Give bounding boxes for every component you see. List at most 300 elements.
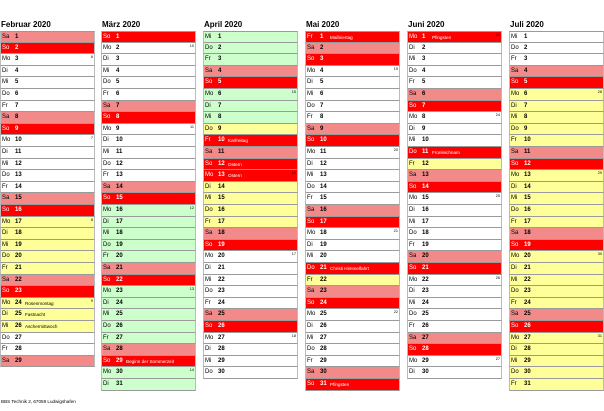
- day-cell[interactable]: [305, 43, 400, 55]
- day-cell[interactable]: [203, 321, 298, 333]
- day-number: 8: [15, 114, 19, 121]
- day-number: 4: [422, 67, 426, 74]
- day-cell[interactable]: [407, 263, 502, 275]
- day-cell[interactable]: [0, 286, 95, 298]
- day-cell[interactable]: [101, 309, 196, 321]
- day-cell[interactable]: [0, 275, 95, 287]
- weekday-label: So: [511, 323, 519, 329]
- week-number: 28: [597, 90, 602, 94]
- day-cell[interactable]: [203, 77, 298, 89]
- day-cell[interactable]: [203, 309, 298, 321]
- day-cell[interactable]: [0, 356, 95, 368]
- weekday-label: Sa: [2, 276, 10, 283]
- day-cell[interactable]: [0, 344, 95, 356]
- day-cell[interactable]: [101, 124, 196, 136]
- holiday-note: Ostern: [228, 173, 242, 179]
- day-cell[interactable]: [509, 367, 604, 379]
- day-number: 11: [524, 149, 531, 155]
- day-number: 8: [422, 114, 426, 121]
- day-cell[interactable]: [0, 170, 95, 182]
- day-number: 28: [116, 346, 123, 353]
- day-number: 15: [320, 195, 327, 202]
- day-cell[interactable]: [305, 31, 400, 43]
- day-cell[interactable]: [407, 124, 502, 136]
- day-number: 20: [116, 253, 123, 260]
- day-cell[interactable]: [305, 367, 400, 379]
- day-cell[interactable]: [305, 147, 400, 159]
- day-cell[interactable]: [407, 193, 502, 205]
- day-number: 31: [524, 381, 531, 387]
- weekday-label: Mi: [205, 276, 212, 283]
- day-number: 19: [320, 241, 327, 248]
- day-cell[interactable]: [509, 112, 604, 124]
- day-cell[interactable]: [203, 275, 298, 287]
- day-number: 5: [320, 79, 324, 86]
- day-cell[interactable]: [407, 309, 502, 321]
- day-cell[interactable]: [407, 298, 502, 310]
- day-cell[interactable]: [101, 228, 196, 240]
- day-cell[interactable]: [407, 170, 502, 182]
- day-cell[interactable]: [509, 182, 604, 194]
- day-cell[interactable]: [0, 298, 95, 310]
- weekday-label: Di: [409, 125, 415, 132]
- day-cell[interactable]: [509, 333, 604, 345]
- day-cell[interactable]: [101, 321, 196, 333]
- day-cell[interactable]: [407, 54, 502, 66]
- day-number: 9: [116, 125, 120, 132]
- day-cell[interactable]: [509, 193, 604, 205]
- weekday-label: Fr: [2, 265, 8, 271]
- day-cell[interactable]: [0, 159, 95, 171]
- day-number: 20: [218, 253, 225, 260]
- weekday-label: Di: [511, 183, 517, 190]
- weekday-label: Sa: [511, 67, 519, 74]
- day-cell[interactable]: [305, 205, 400, 217]
- day-number: 19: [218, 241, 225, 248]
- weekday-label: Mo: [307, 67, 316, 74]
- day-cell[interactable]: [203, 31, 298, 43]
- day-cell[interactable]: [101, 333, 196, 345]
- day-cell[interactable]: [509, 170, 604, 182]
- weekday-label: Mo: [409, 357, 418, 364]
- day-number: 4: [524, 67, 528, 74]
- day-cell[interactable]: [203, 66, 298, 78]
- day-cell[interactable]: [509, 309, 604, 321]
- weekday-label: Mo: [409, 195, 418, 202]
- day-cell[interactable]: [407, 112, 502, 124]
- day-number: 4: [15, 67, 19, 74]
- day-number: 3: [218, 56, 222, 63]
- day-number: 17: [218, 218, 225, 225]
- day-cell[interactable]: [407, 89, 502, 101]
- day-cell[interactable]: [305, 298, 400, 310]
- day-number: 7: [524, 102, 528, 109]
- day-cell[interactable]: [407, 344, 502, 356]
- day-cell[interactable]: [509, 321, 604, 333]
- day-number: 4: [116, 67, 120, 74]
- weekday-label: Fr: [103, 253, 109, 260]
- day-cell[interactable]: [203, 124, 298, 136]
- weekday-label: Fr: [2, 183, 8, 190]
- day-cell[interactable]: [203, 170, 298, 182]
- day-number: 18: [524, 230, 531, 237]
- day-cell[interactable]: [305, 182, 400, 194]
- day-cell[interactable]: [0, 112, 95, 124]
- day-number: 28: [320, 346, 327, 353]
- day-cell[interactable]: [509, 101, 604, 113]
- day-cell[interactable]: [0, 147, 95, 159]
- day-cell[interactable]: [101, 77, 196, 89]
- day-cell[interactable]: [509, 298, 604, 310]
- weekday-label: Mo: [205, 334, 214, 341]
- day-cell[interactable]: [101, 135, 196, 147]
- day-cell[interactable]: [509, 43, 604, 55]
- weekday-label: So: [2, 125, 10, 132]
- week-number: 26: [495, 275, 500, 280]
- day-cell[interactable]: [203, 298, 298, 310]
- weekday-label: Mo: [511, 334, 520, 341]
- day-number: 12: [524, 160, 531, 167]
- day-number: 8: [116, 114, 120, 121]
- day-cell[interactable]: [101, 344, 196, 356]
- day-cell[interactable]: [305, 309, 400, 321]
- day-cell[interactable]: [101, 193, 196, 205]
- day-number: 31: [320, 381, 327, 387]
- day-cell[interactable]: [305, 159, 400, 171]
- day-cell[interactable]: [509, 77, 604, 89]
- day-number: 20: [422, 253, 429, 260]
- day-number: 23: [218, 288, 225, 295]
- day-cell[interactable]: [305, 321, 400, 333]
- day-number: 26: [218, 323, 225, 329]
- day-cell[interactable]: [305, 379, 400, 391]
- day-cell[interactable]: [203, 286, 298, 298]
- day-cell[interactable]: [407, 251, 502, 263]
- day-number: 6: [116, 91, 120, 97]
- day-cell[interactable]: [305, 135, 400, 147]
- day-number: 28: [15, 346, 22, 353]
- day-cell[interactable]: [407, 228, 502, 240]
- day-number: 29: [15, 357, 22, 364]
- day-cell[interactable]: [407, 159, 502, 171]
- day-cell[interactable]: [203, 228, 298, 240]
- day-cell[interactable]: [0, 193, 95, 205]
- day-cell[interactable]: [203, 101, 298, 113]
- day-cell[interactable]: [101, 298, 196, 310]
- day-cell[interactable]: [203, 344, 298, 356]
- weekday-label: Fr: [511, 381, 517, 387]
- day-cell[interactable]: [509, 66, 604, 78]
- weekday-label: Mo: [205, 91, 214, 97]
- day-cell[interactable]: [101, 66, 196, 78]
- day-cell[interactable]: [509, 31, 604, 43]
- day-cell[interactable]: [101, 43, 196, 55]
- day-cell[interactable]: [101, 275, 196, 287]
- day-cell[interactable]: [509, 124, 604, 136]
- day-cell[interactable]: [407, 31, 502, 43]
- day-number: 23: [524, 288, 531, 295]
- day-number: 8: [320, 114, 324, 121]
- day-cell[interactable]: [305, 251, 400, 263]
- day-cell[interactable]: [203, 159, 298, 171]
- day-cell[interactable]: [101, 101, 196, 113]
- day-number: 23: [422, 288, 429, 295]
- weekday-label: Sa: [409, 334, 417, 341]
- weekday-label: Di: [307, 323, 313, 329]
- day-cell[interactable]: [305, 263, 400, 275]
- day-cell[interactable]: [305, 240, 400, 252]
- day-cell[interactable]: [0, 124, 95, 136]
- day-cell[interactable]: [305, 333, 400, 345]
- day-cell[interactable]: [101, 367, 196, 379]
- day-cell[interactable]: [407, 182, 502, 194]
- day-cell[interactable]: [101, 356, 196, 368]
- weekday-label: Do: [511, 44, 519, 51]
- day-cell[interactable]: [407, 205, 502, 217]
- weekday-label: Fr: [205, 218, 211, 225]
- day-number: 29: [218, 357, 225, 364]
- day-cell[interactable]: [305, 124, 400, 136]
- day-cell[interactable]: [305, 275, 400, 287]
- day-cell[interactable]: [305, 228, 400, 240]
- day-cell[interactable]: [407, 356, 502, 368]
- day-cell[interactable]: [509, 217, 604, 229]
- day-cell[interactable]: [509, 89, 604, 101]
- day-cell[interactable]: [509, 251, 604, 263]
- day-cell[interactable]: [305, 54, 400, 66]
- day-cell[interactable]: [509, 54, 604, 66]
- day-cell[interactable]: [305, 217, 400, 229]
- day-cell[interactable]: [407, 66, 502, 78]
- day-number: 15: [15, 195, 22, 202]
- day-number: 25: [320, 311, 327, 318]
- day-number: 23: [116, 288, 123, 295]
- day-cell[interactable]: [203, 217, 298, 229]
- day-cell[interactable]: [509, 344, 604, 356]
- day-cell[interactable]: [101, 31, 196, 43]
- day-number: 30: [524, 369, 531, 376]
- week-number: 6: [90, 55, 93, 60]
- weekday-label: Mi: [409, 299, 416, 306]
- day-number: 16: [320, 207, 327, 213]
- day-cell[interactable]: [203, 89, 298, 101]
- weekday-label: Di: [307, 241, 313, 248]
- weekday-label: Sa: [511, 230, 519, 237]
- weekday-label: So: [409, 183, 417, 190]
- day-cell[interactable]: [407, 135, 502, 147]
- day-cell[interactable]: [0, 43, 95, 55]
- day-cell[interactable]: [0, 89, 95, 101]
- day-cell[interactable]: [0, 228, 95, 240]
- day-cell[interactable]: [0, 263, 95, 275]
- weekday-label: Sa: [511, 311, 519, 318]
- day-cell[interactable]: [509, 135, 604, 147]
- day-cell[interactable]: [0, 309, 95, 321]
- day-cell[interactable]: [509, 263, 604, 275]
- day-cell[interactable]: [509, 147, 604, 159]
- day-cell[interactable]: [305, 344, 400, 356]
- day-cell[interactable]: [0, 54, 95, 66]
- day-cell[interactable]: [0, 182, 95, 194]
- weekday-label: Mi: [103, 67, 110, 74]
- day-cell[interactable]: [0, 31, 95, 43]
- day-cell[interactable]: [509, 286, 604, 298]
- footer-address: BBS Technik 2, 67059 Ludwigshafen: [1, 399, 76, 404]
- week-number: 9: [90, 298, 93, 303]
- day-cell[interactable]: [407, 286, 502, 298]
- day-cell[interactable]: [101, 263, 196, 275]
- weekday-label: Mo: [307, 149, 316, 155]
- day-number: 18: [116, 230, 123, 237]
- day-cell[interactable]: [305, 193, 400, 205]
- day-cell[interactable]: [101, 89, 196, 101]
- day-cell[interactable]: [509, 228, 604, 240]
- weekday-label: Di: [307, 160, 313, 167]
- day-cell[interactable]: [305, 89, 400, 101]
- day-cell[interactable]: [203, 135, 298, 147]
- day-number: 24: [116, 299, 123, 306]
- weekday-label: Mi: [511, 276, 518, 283]
- day-cell[interactable]: [101, 379, 196, 391]
- week-number: 11: [190, 124, 194, 129]
- day-number: 26: [320, 323, 327, 329]
- day-cell[interactable]: [101, 159, 196, 171]
- day-cell[interactable]: [0, 101, 95, 113]
- day-cell[interactable]: [101, 147, 196, 159]
- day-number: 18: [218, 230, 225, 237]
- day-cell[interactable]: [407, 43, 502, 55]
- day-cell[interactable]: [509, 205, 604, 217]
- day-cell[interactable]: [203, 333, 298, 345]
- day-cell[interactable]: [509, 240, 604, 252]
- day-cell[interactable]: [305, 101, 400, 113]
- day-number: 27: [15, 334, 22, 341]
- day-cell[interactable]: [305, 356, 400, 368]
- day-cell[interactable]: [305, 66, 400, 78]
- weekday-label: So: [307, 299, 315, 306]
- day-cell[interactable]: [101, 170, 196, 182]
- month-title: April 2020: [204, 20, 243, 29]
- day-number: 29: [524, 357, 531, 364]
- day-cell[interactable]: [407, 240, 502, 252]
- day-cell[interactable]: [203, 356, 298, 368]
- day-cell[interactable]: [509, 159, 604, 171]
- day-cell[interactable]: [203, 367, 298, 379]
- day-cell[interactable]: [203, 182, 298, 194]
- day-cell[interactable]: [305, 170, 400, 182]
- day-cell[interactable]: [203, 54, 298, 66]
- day-cell[interactable]: [101, 205, 196, 217]
- day-cell[interactable]: [305, 77, 400, 89]
- day-cell[interactable]: [407, 217, 502, 229]
- day-number: 12: [218, 160, 225, 167]
- day-cell[interactable]: [407, 367, 502, 379]
- day-cell[interactable]: [101, 240, 196, 252]
- day-number: 7: [320, 102, 324, 109]
- weekday-label: Do: [2, 91, 10, 97]
- day-cell[interactable]: [0, 251, 95, 263]
- weekday-label: Do: [205, 125, 213, 132]
- weekday-label: Di: [103, 56, 109, 63]
- day-number: 5: [524, 79, 528, 86]
- day-number: 18: [320, 230, 327, 237]
- weekday-label: Fr: [103, 172, 109, 179]
- weekday-label: Mi: [307, 334, 314, 341]
- day-cell[interactable]: [0, 240, 95, 252]
- day-cell[interactable]: [203, 240, 298, 252]
- weekday-label: So: [103, 276, 111, 283]
- day-cell[interactable]: [0, 217, 95, 229]
- week-number: 23: [495, 33, 500, 37]
- weekday-label: Sa: [205, 311, 213, 318]
- day-cell[interactable]: [101, 286, 196, 298]
- day-cell[interactable]: [0, 333, 95, 345]
- day-cell[interactable]: [203, 112, 298, 124]
- day-cell[interactable]: [509, 275, 604, 287]
- day-number: 12: [320, 160, 327, 167]
- day-cell[interactable]: [407, 321, 502, 333]
- weekday-label: Fr: [409, 160, 415, 167]
- day-cell[interactable]: [101, 54, 196, 66]
- day-cell[interactable]: [0, 321, 95, 333]
- day-cell[interactable]: [0, 66, 95, 78]
- week-number: 20: [393, 148, 398, 152]
- weekday-label: Do: [511, 207, 519, 213]
- day-cell[interactable]: [305, 112, 400, 124]
- day-cell[interactable]: [0, 205, 95, 217]
- day-cell[interactable]: [101, 112, 196, 124]
- weekday-label: Mo: [205, 172, 214, 179]
- day-cell[interactable]: [101, 217, 196, 229]
- week-number: 13: [189, 287, 194, 292]
- weekday-label: Mi: [205, 357, 212, 364]
- day-cell[interactable]: [203, 147, 298, 159]
- day-cell[interactable]: [101, 251, 196, 263]
- day-cell[interactable]: [203, 263, 298, 275]
- weekday-label: Mi: [2, 79, 9, 86]
- day-number: 14: [320, 183, 327, 190]
- weekday-label: Di: [2, 311, 8, 318]
- weekday-label: So: [103, 195, 111, 202]
- day-cell[interactable]: [509, 379, 604, 391]
- day-cell[interactable]: [407, 275, 502, 287]
- day-cell[interactable]: [203, 251, 298, 263]
- day-cell[interactable]: [407, 101, 502, 113]
- day-cell[interactable]: [407, 147, 502, 159]
- day-cell[interactable]: [203, 193, 298, 205]
- weekday-label: Sa: [103, 265, 111, 271]
- weekday-label: Di: [409, 207, 415, 213]
- day-number: 3: [524, 56, 528, 63]
- day-cell[interactable]: [407, 333, 502, 345]
- week-number: 12: [189, 206, 194, 210]
- weekday-label: Do: [103, 323, 111, 329]
- day-cell[interactable]: [305, 286, 400, 298]
- day-cell[interactable]: [101, 182, 196, 194]
- weekday-label: Fr: [103, 334, 109, 341]
- day-cell[interactable]: [509, 356, 604, 368]
- weekday-label: Di: [205, 102, 211, 109]
- day-cell[interactable]: [203, 205, 298, 217]
- day-cell[interactable]: [0, 135, 95, 147]
- day-cell[interactable]: [203, 43, 298, 55]
- month-title: Juli 2020: [510, 20, 544, 29]
- day-number: 11: [320, 149, 327, 155]
- day-cell[interactable]: [407, 77, 502, 89]
- day-number: 6: [218, 91, 222, 97]
- day-cell[interactable]: [0, 77, 95, 89]
- holiday-note: Ostern: [228, 161, 242, 167]
